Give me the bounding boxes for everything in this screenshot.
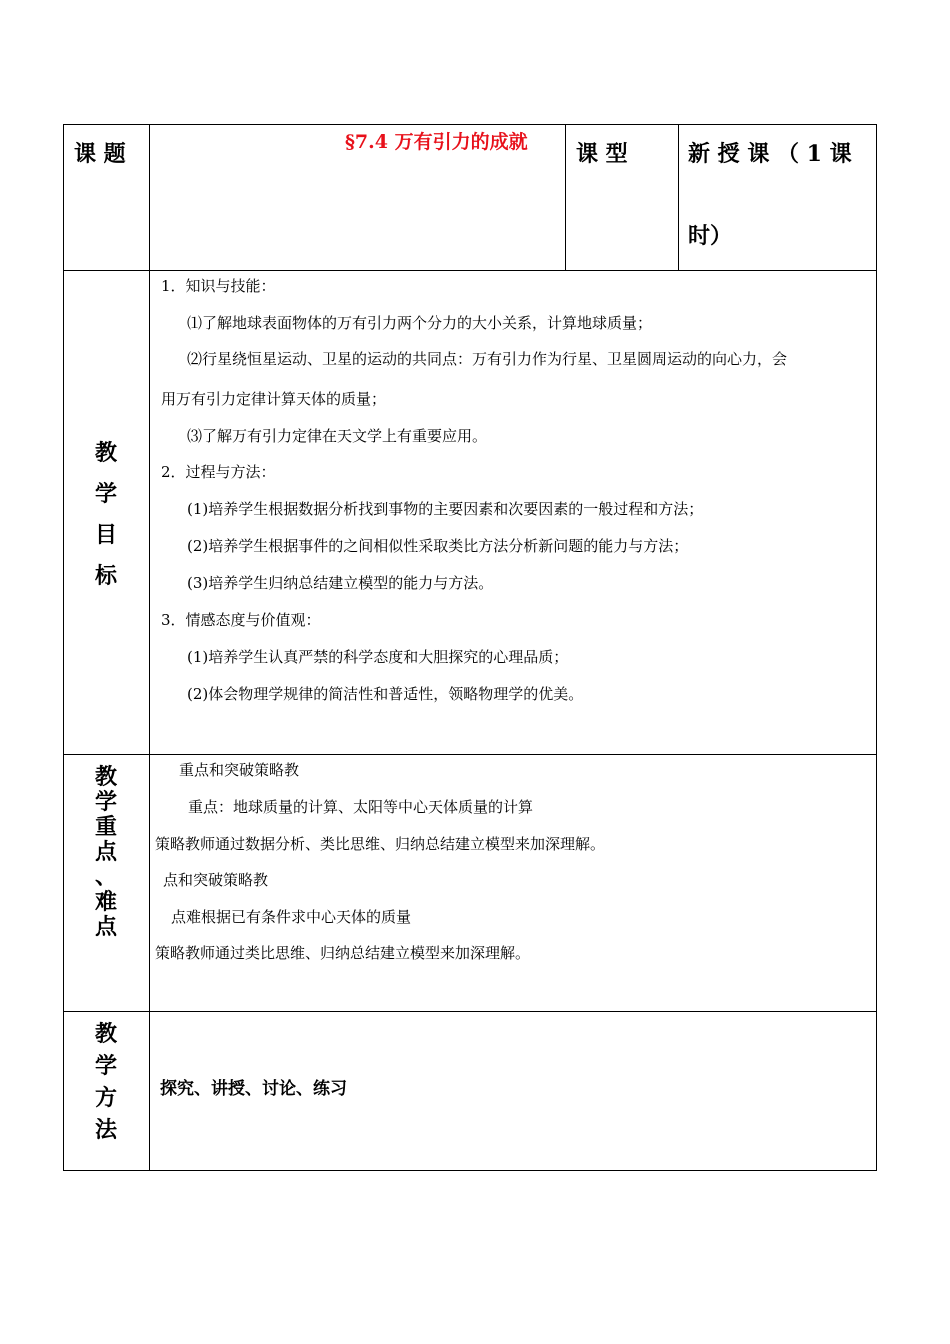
objective-line: (2)培养学生根据事件的之间相似性采取类比方法分析新问题的能力与方法；: [187, 537, 689, 555]
type-label: 课 型: [576, 141, 628, 167]
objective-line: ⑵行星绕恒星运动、卫星的运动的共同点：万有引力作为行星、卫星圆周运动的向心力，会: [187, 350, 788, 368]
column-divider: [565, 125, 566, 270]
type-value-line2: 时）: [688, 223, 733, 249]
topic-title: §7.4 万有引力的成就: [345, 131, 528, 153]
methods-label: 教 学 方 法: [94, 1021, 117, 1143]
row-divider: [64, 754, 876, 755]
row-divider: [64, 270, 876, 271]
objective-line: ⑴了解地球表面物体的万有引力两个分力的大小关系，计算地球质量；: [187, 314, 653, 332]
objective-line: (1)培养学生认真严禁的科学态度和大胆探究的心理品质；: [187, 648, 569, 666]
objective-line: 1．知识与技能：: [161, 277, 276, 295]
lesson-plan-table: [63, 124, 877, 1171]
key-point-line: 点难根据已有条件求中心天体的质量: [171, 908, 412, 926]
row-divider: [64, 1011, 876, 1012]
objectives-label: 教 学 目 标: [94, 440, 117, 589]
key-point-line: 重点：地球质量的计算、太阳等中心天体质量的计算: [188, 798, 534, 816]
column-divider: [149, 125, 150, 1170]
objective-line: 3．情感态度与价值观：: [161, 611, 321, 629]
key-point-line: 点和突破策略教: [163, 871, 269, 889]
objective-line: ⑶了解万有引力定律在天文学上有重要应用。: [187, 427, 488, 445]
topic-title-cell: [150, 125, 565, 270]
objective-line: 2．过程与方法：: [161, 463, 276, 481]
objective-line: (2)体会物理学规律的简洁性和普适性，领略物理学的优美。: [187, 685, 584, 703]
key-point-line: 策略教师通过数据分析、类比思维、归纳总结建立模型来加深理解。: [155, 835, 606, 853]
objective-line: (3)培养学生归纳总结建立模型的能力与方法。: [187, 574, 494, 592]
topic-label: 课 题: [74, 141, 126, 167]
type-value-line1: 新 授 课 （ 1 课: [688, 141, 852, 167]
column-divider: [678, 125, 679, 270]
objective-line: 用万有引力定律计算天体的质量；: [161, 390, 387, 408]
key-points-label: 教 学 重 点 、 难 点: [94, 764, 117, 940]
key-point-line: 策略教师通过类比思维、归纳总结建立模型来加深理解。: [155, 944, 531, 962]
objective-line: (1)培养学生根据数据分析找到事物的主要因素和次要因素的一般过程和方法；: [187, 500, 704, 518]
methods-text: 探究、讲授、讨论、练习: [160, 1079, 347, 1099]
key-point-line: 重点和突破策略教: [179, 761, 300, 779]
